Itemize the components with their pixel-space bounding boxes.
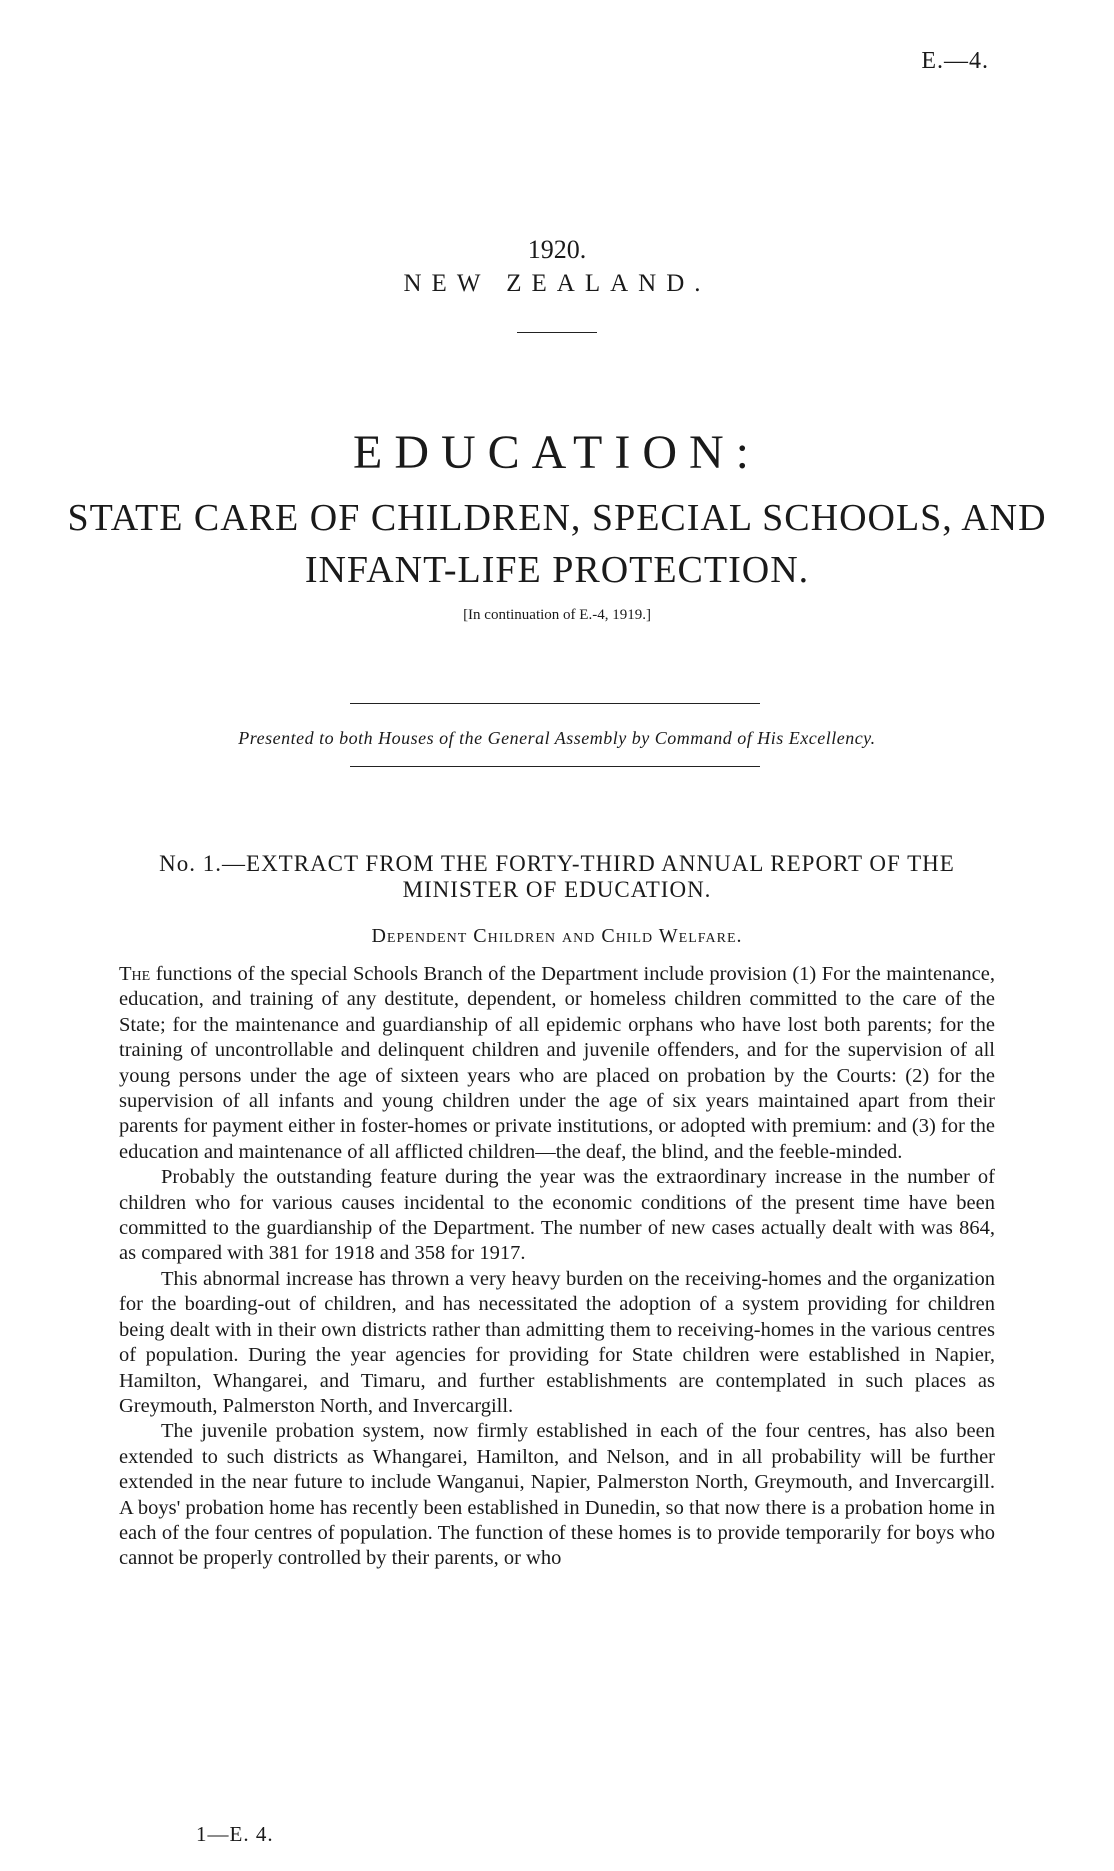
extract-title-line-2: MINISTER OF EDUCATION. [402,877,712,902]
subtitle-line-2: INFANT-LIFE PROTECTION. [304,549,810,591]
paragraph-1-text: functions of the special Schools Branch of the Department include provision (1) For the maintenance, education, and training of any destitute, dependent, or homeless children committed to the care of the State; for the maintenance and guardianship of all epidemic orphans who have lost both parents; for the training of uncontrollable and delinquent children and juvenile offenders, and for the supervision of all young persons under the age of sixteen years who are placed on probation by the Courts: (2) for the supervision of all infants and young children under the age of six years maintained apart from their parents for payment either in foster-homes or private institutions, or adopted with premium: and (3) for the education and maintenance of all afflicted children—the deaf, the blind, and the feeble-minded. [119,963,995,1163]
subtitle-line-1: STATE CARE OF CHILDREN, SPECIAL SCHOOLS, AND [67,497,1047,539]
paragraph-1 [119,962,995,1165]
divider [350,766,760,767]
country: NEW ZEALAND. [403,270,711,297]
presented-line: Presented to both Houses of the General Assembly by Command of His Excellency. [238,728,876,748]
divider [350,703,760,704]
divider [517,332,597,333]
section-heading: Dependent Children and Child Welfare. [371,925,743,947]
footer-signature: 1—E. 4. [196,1822,274,1846]
year: 1920. [527,235,587,264]
paragraph-2: Probably the outstanding feature during the year was the extraordinary increase in the number of children who for various causes incidental to the economic conditions of the present time have been committed to the guardianship of the Department. The number of new cases actually dealt with was 864, as compared with 381 for 1918 and 358 for 1917. [119,1166,995,1265]
paragraph-4: The juvenile probation system, now firmly established in each of the four centres, has also been extended to such districts as Whangarei, Hamilton, and Nelson, and in all probability will be further extended in the near future to include Wanganui, Napier, Palmerston North, Greymouth, and Invercargill. A boys' probation home has recently been established in Dunedin, so that now there is a probation home in each of the four centres of population. The function of these homes is to provide temporarily for boys who cannot be properly controlled by their parents, or who [119,1420,995,1570]
extract-title-line-1: No. 1.—EXTRACT FROM THE FORTY-THIRD ANNUAL REPORT OF THE [159,851,955,876]
lead-word: The [119,963,151,985]
page-reference: E.—4. [921,48,989,74]
body-text [119,962,995,1572]
main-heading: EDUCATION: [353,426,761,479]
continuation-note: [In continuation of E.-4, 1919.] [463,607,651,623]
paragraph-3: This abnormal increase has thrown a very heavy burden on the receiving-homes and the organization for the boarding-out of children, and has necessitated the adoption of a system providing for children being dealt with in their own districts rather than admitting them to receiving-homes in the various centres of population. During the year agencies for providing for State children were established in Napier, Hamilton, Whangarei, and Timaru, and further establishments are contemplated in such places as Greymouth, Palmerston North, and Invercargill. [119,1267,995,1417]
